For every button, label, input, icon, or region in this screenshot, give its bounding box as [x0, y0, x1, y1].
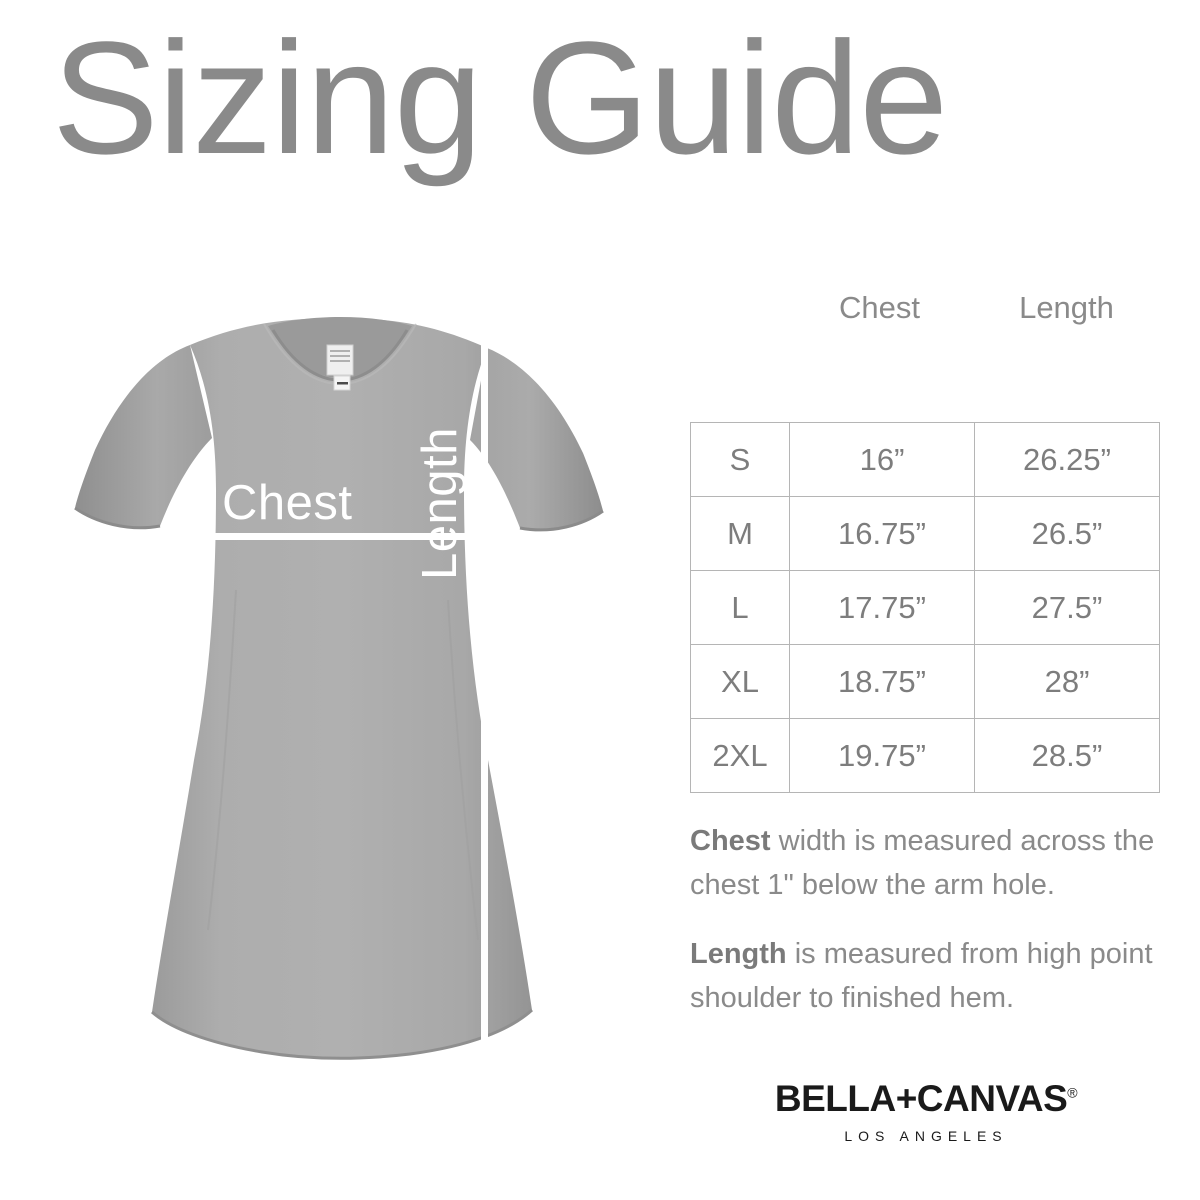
cell-chest: 18.75”: [790, 645, 975, 719]
cell-length: 28.5”: [975, 719, 1160, 793]
column-header-length: Length: [1019, 290, 1114, 325]
cell-size: M: [691, 497, 790, 571]
chest-note-text: width is measured across the chest 1" below the arm hole.: [690, 825, 1155, 901]
length-measure-label: Length: [413, 427, 467, 580]
page-title: Sizing Guide: [52, 8, 948, 187]
size-table-section: [690, 290, 1160, 793]
brand-name: [775, 1078, 1077, 1120]
chest-measure-label: Chest: [222, 476, 353, 530]
table-row: [691, 497, 1160, 571]
length-note-text: is measured from high point shoulder to finished hem.: [690, 938, 1153, 1014]
cell-chest: 16”: [790, 423, 975, 497]
cell-length: 28”: [975, 645, 1160, 719]
chest-note: [690, 820, 1162, 907]
cell-chest: 16.75”: [790, 497, 975, 571]
table-row: [691, 571, 1160, 645]
header-spacer: [690, 290, 786, 326]
cell-size: S: [691, 423, 790, 497]
tshirt-illustration: [40, 290, 660, 1080]
column-header-chest: Chest: [839, 290, 920, 325]
tshirt-graphic: [40, 290, 660, 1080]
chest-note-bold: Chest: [690, 825, 771, 857]
length-measure-line: [481, 337, 488, 1072]
length-note-bold: Length: [690, 938, 787, 970]
size-table: [690, 422, 1160, 793]
chest-measure-line: [195, 533, 525, 540]
brand-tagline: LOS ANGELES: [844, 1128, 1008, 1144]
cell-size: L: [691, 571, 790, 645]
cell-chest: 17.75”: [790, 571, 975, 645]
cell-length: 27.5”: [975, 571, 1160, 645]
cell-chest: 19.75”: [790, 719, 975, 793]
measurement-notes: [690, 820, 1162, 1046]
size-table-column-headers: [690, 290, 1160, 326]
cell-length: 26.25”: [975, 423, 1160, 497]
table-row: [691, 423, 1160, 497]
cell-size: XL: [691, 645, 790, 719]
brand-name-text: BELLA+CANVAS: [774, 1078, 1068, 1119]
table-row: [691, 645, 1160, 719]
table-row: [691, 719, 1160, 793]
cell-size: 2XL: [691, 719, 790, 793]
registered-trademark-icon: ®: [1067, 1084, 1078, 1101]
length-note: [690, 933, 1162, 1020]
brand-logo: [690, 1078, 1162, 1144]
cell-length: 26.5”: [975, 497, 1160, 571]
